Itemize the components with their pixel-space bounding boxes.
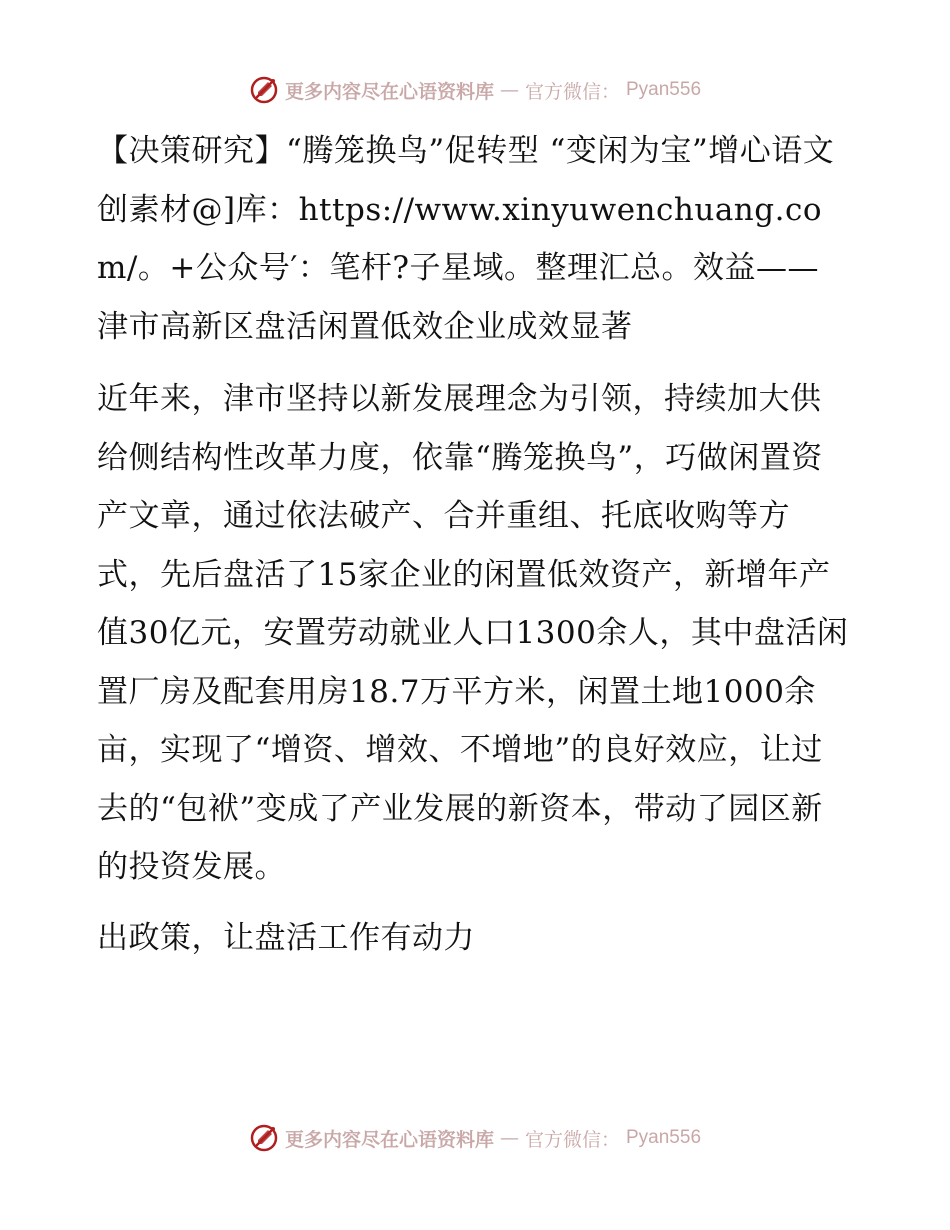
document-body — [97, 122, 849, 967]
watermark-text: 更多内容尽在心语资料库 — [284, 1128, 494, 1151]
watermark-text: 更多内容尽在心语资料库 — [284, 80, 494, 103]
body-paragraph: 近年来，津市坚持以新发展理念为引领，持续加大供给侧结构性改革力度，依靠“腾笼换鸟”，巧做闲置资产文章，通过依法破产、合并重组、托底收购等方式，先后盘活了15家企业的闲置低效资产，新增年产值30亿元，安置劳动就业人口1300余人，其中盘活闲置厂房及配套用房18.7万平方米，闲置土地1000余亩，实现了“增资、增效、不增地”的良好效应，让过去的“包袱”变成了产业发展的新资本，带动了园区新的投资发展。 — [97, 381, 849, 885]
watermark-wechat-id: Pyan556 — [626, 1127, 702, 1148]
header-watermark — [0, 72, 950, 108]
section-heading: 出政策，让盘活工作有动力 — [97, 919, 475, 956]
watermark-dash: — — [499, 79, 519, 101]
watermark-wechat-label: 官方微信： — [524, 80, 620, 103]
watermark-dash: — — [499, 1127, 519, 1149]
footer-watermark-inner — [249, 1123, 701, 1153]
brand-logo-icon — [249, 75, 279, 105]
footer-watermark — [0, 1120, 950, 1156]
document-title: 【决策研究】“腾笼换鸟”促转型 “变闲为宝”增心语文创素材@]库：https://www.xinyuwenchuang.com/。+公众号′：笔杆?子星域。整理汇总。效益——津市高新区盘活闲置低效企业成效显著 — [97, 133, 835, 345]
header-watermark-inner — [249, 75, 701, 105]
watermark-wechat-label: 官方微信： — [524, 1128, 620, 1151]
brand-logo-icon — [249, 1123, 279, 1153]
watermark-wechat-id: Pyan556 — [626, 79, 702, 100]
